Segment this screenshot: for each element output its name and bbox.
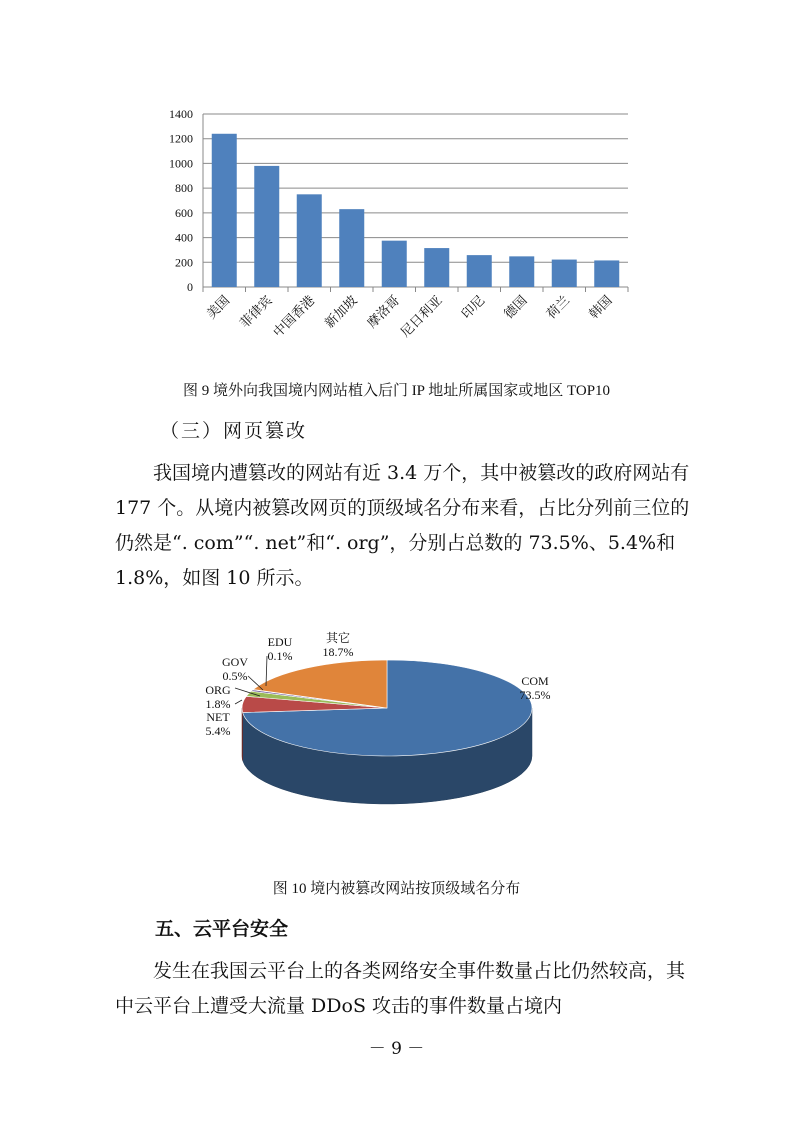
pie-label-name: EDU <box>267 635 293 649</box>
y-tick-label: 1000 <box>169 156 193 171</box>
pie-label-value: 1.8% <box>205 697 231 711</box>
figure-9-caption: 图 9 境外向我国境内网站植入后门 IP 地址所属国家或地区 TOP10 <box>182 383 611 399</box>
x-category-label: 中国香港 <box>269 292 318 340</box>
x-category-label: 印尼 <box>458 292 488 322</box>
y-tick-label: 200 <box>175 255 193 270</box>
y-tick-label: 0 <box>187 280 193 294</box>
pie-label-name: ORG <box>205 683 231 697</box>
bar-5 <box>424 248 449 287</box>
bar-8 <box>552 260 577 287</box>
x-category-label: 德国 <box>500 292 530 322</box>
leader-line-NET <box>235 700 242 704</box>
pie-label-name: NET <box>206 710 230 724</box>
y-tick-label: 1400 <box>169 107 193 121</box>
x-category-label: 摩洛哥 <box>364 292 403 331</box>
x-category-label: 韩国 <box>585 292 615 322</box>
bar-4 <box>382 241 407 287</box>
x-category-label: 菲律宾 <box>236 292 275 331</box>
pie-label-value: 0.1% <box>267 649 293 663</box>
pie-label-name: GOV <box>222 655 248 669</box>
y-tick-label: 1200 <box>169 131 193 146</box>
y-tick-label: 400 <box>175 230 193 245</box>
bar-7 <box>509 256 534 287</box>
page-number: － 9 － <box>368 1039 425 1059</box>
bar-9 <box>594 260 619 287</box>
pie-side-NET <box>242 708 243 761</box>
bar-3 <box>339 209 364 287</box>
pie-label-value: 18.7% <box>322 645 354 659</box>
domain-distribution-pie-chart <box>190 628 570 873</box>
y-tick-label: 600 <box>175 205 193 220</box>
paragraph-tampering-summary: 我国境内遭篡改的网站有近 3.4 万个，其中被篡改的政府网站有 177 个。从境内被篡改网页的顶级域名分布来看，占比分列前三位的仍然是“. com”“. net”和“. org”，分别占总数的 73.5%、5.4%和 1.8%，如图 10 所示。 <box>115 462 690 589</box>
x-category-label: 尼日利亚 <box>397 292 445 340</box>
bar-6 <box>467 255 492 287</box>
paragraph-cloud-security: 发生在我国云平台上的各类网络安全事件数量占比仍然较高，其中云平台上遭受大流量 DDoS 攻击的事件数量占境内 <box>115 960 686 1017</box>
bar-1 <box>254 166 279 287</box>
bar-0 <box>212 134 237 287</box>
figure-10-caption: 图 10 境内被篡改网站按顶级域名分布 <box>272 881 521 897</box>
pie-label-name: COM <box>521 674 549 688</box>
pie-label-name: 其它 <box>325 631 351 645</box>
bar-2 <box>297 194 322 287</box>
x-category-label: 美国 <box>203 292 233 322</box>
pie-label-value: 73.5% <box>519 688 551 702</box>
section-heading-cloud-security: 五、云平台安全 <box>155 918 289 940</box>
x-category-label: 荷兰 <box>543 292 573 322</box>
y-tick-label: 800 <box>175 181 193 196</box>
subheading-web-tampering: （三）网页篡改 <box>160 420 308 442</box>
x-category-label: 新加坡 <box>321 292 360 331</box>
pie-label-value: 0.5% <box>222 669 248 683</box>
pie-label-value: 5.4% <box>205 724 231 738</box>
backdoor-ip-bar-chart <box>150 100 650 365</box>
